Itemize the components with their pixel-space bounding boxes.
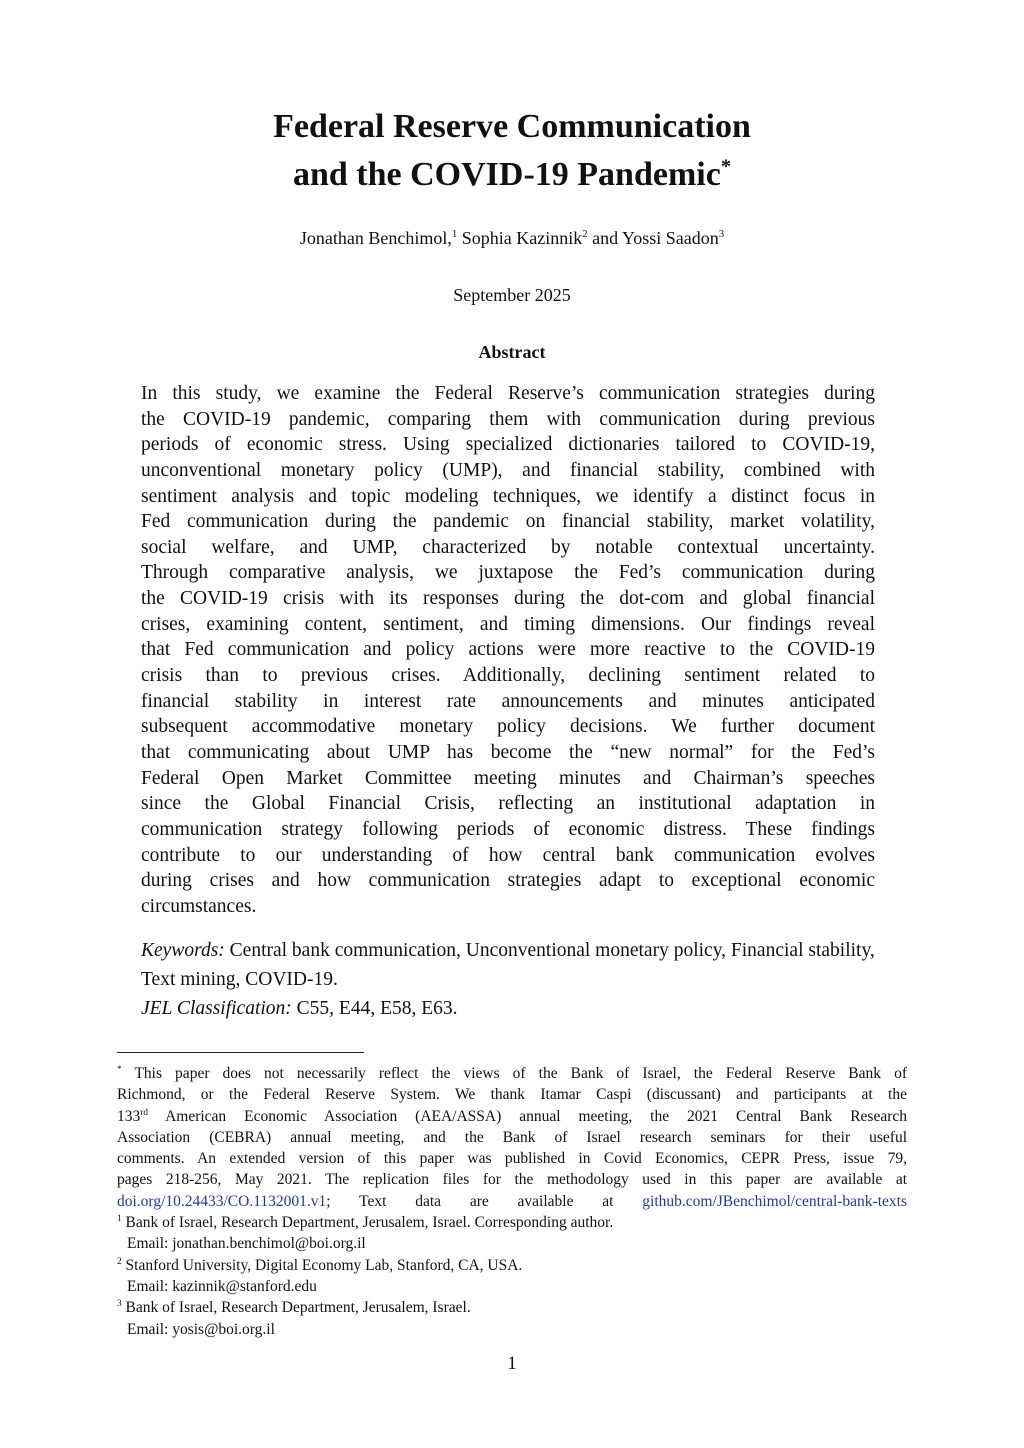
author-mark: 2: [582, 228, 588, 240]
abstract-line: Through comparative analysis, we juxtapose the Fed’s communication during: [141, 562, 875, 584]
author-name: and Yossi Saadon: [587, 228, 719, 248]
abstract-line: crises, examining content, sentiment, and timing dimensions. Our findings reveal: [141, 613, 875, 635]
abstract-line: the COVID-19 pandemic, comparing them with communication during previous: [141, 408, 875, 430]
keywords-label: Keywords:: [141, 940, 225, 961]
footnote-text: American Economic Association (AEA/ASSA) annual meeting, the 2021 Central Bank Research: [148, 1107, 907, 1125]
footnote-email: Email: yosis@boi.org.il: [127, 1320, 275, 1338]
abstract-line: financial stability in interest rate announcements and minutes anticipated: [141, 690, 875, 712]
footnote-text: Richmond, or the Federal Reserve System. We thank Itamar Caspi (discussant) and participants at the: [117, 1086, 907, 1104]
keywords-text: Central bank communication, Unconventional monetary policy, Financial stability, Text mining, COVID-19.: [141, 940, 875, 990]
keywords: [141, 936, 883, 994]
title-line-2: [0, 156, 1024, 194]
abstract-body: [141, 381, 875, 919]
author-mark: 1: [451, 228, 458, 240]
abstract-line: subsequent accommodative monetary policy decisions. We further document: [141, 716, 875, 738]
title-line-1: Federal Reserve Communication: [273, 108, 751, 145]
abstract-line: communication strategy following periods of economic distress. These findings: [141, 818, 875, 840]
abstract-line: sentiment analysis and topic modeling techniques, we identify a distinct focus in: [141, 485, 875, 507]
footnote-text: ; Text data are available at: [326, 1192, 643, 1210]
footnote-text: Association (CEBRA) annual meeting, and the Bank of Israel research seminars for their useful: [117, 1128, 907, 1146]
jel-label: JEL Classification:: [141, 998, 292, 1019]
footnote-text: pages 218-256, May 2021. The replication files for the methodology used in this paper are available at: [117, 1171, 907, 1189]
author-name: Sophia Kazinnik: [457, 228, 583, 248]
abstract-line: social welfare, and UMP, characterized by notable contextual uncertainty.: [141, 536, 875, 558]
footnote-mark: *: [117, 1064, 122, 1075]
jel-text: C55, E44, E58, E63.: [291, 998, 458, 1019]
github-link[interactable]: github.com/JBenchimol/central-bank-texts: [642, 1192, 907, 1210]
footnote-text: This paper does not necessarily reflect the views of the Bank of Israel, the Federal Reserve Bank of: [121, 1065, 907, 1082]
abstract-line: circumstances.: [141, 895, 257, 917]
author-name: Jonathan Benchimol,: [299, 228, 452, 248]
footnotes: [117, 1063, 907, 1340]
page-number: 1: [507, 1353, 517, 1374]
footnote-text: Bank of Israel, Research Department, Jerusalem, Israel.: [121, 1299, 471, 1317]
footnote-text: comments. An extended version of this paper was published in Covid Economics, CEPR Press, issue 79,: [117, 1150, 907, 1168]
abstract-line: since the Global Financial Crisis, reflecting an institutional adaptation in: [141, 793, 875, 815]
date: September 2025: [453, 285, 571, 305]
abstract-line: that communicating about UMP has become the “new normal” for the Fed’s: [141, 741, 875, 763]
footnote-mark: 3: [117, 1299, 122, 1310]
abstract-line: contribute to our understanding of how central bank communication evolves: [141, 844, 875, 866]
author-mark: 3: [718, 228, 725, 240]
footnote-email: Email: jonathan.benchimol@boi.org.il: [127, 1235, 366, 1253]
footnote-mark: 2: [117, 1256, 122, 1267]
abstract-line: Fed communication during the pandemic on financial stability, market volatility,: [141, 511, 875, 533]
abstract-line: periods of economic stress. Using specialized dictionaries tailored to COVID-19,: [141, 434, 875, 456]
abstract-line: crisis than to previous crises. Additionally, declining sentiment related to: [141, 665, 875, 687]
abstract-line: the COVID-19 crisis with its responses during the dot-com and global financial: [141, 588, 875, 610]
abstract-line: that Fed communication and policy actions were more reactive to the COVID-19: [141, 639, 875, 661]
title-text: and the COVID-19 Pandemic: [292, 156, 721, 193]
footnote-text: 133: [117, 1107, 141, 1125]
footnote-text: Stanford University, Digital Economy Lab, Stanford, CA, USA.: [121, 1256, 523, 1274]
footnote-text: Bank of Israel, Research Department, Jerusalem, Israel. Corresponding author.: [121, 1214, 614, 1232]
abstract-line: during crises and how communication strategies adapt to exceptional economic: [141, 870, 875, 892]
authors: [0, 228, 1024, 249]
footnote-mark: 1: [117, 1213, 122, 1224]
footnote-email: Email: kazinnik@stanford.edu: [127, 1277, 317, 1295]
title-footnote-mark: *: [720, 155, 732, 178]
doi-link[interactable]: doi.org/10.24433/CO.1132001.v1: [117, 1192, 327, 1210]
ordinal-suffix: rd: [140, 1107, 148, 1118]
abstract-line: Federal Open Market Committee meeting minutes and Chairman’s speeches: [141, 767, 875, 789]
footnote-rule: [117, 1052, 364, 1053]
jel-classification: [141, 994, 883, 1023]
abstract-line: In this study, we examine the Federal Reserve’s communication strategies during: [141, 383, 875, 404]
abstract-line: unconventional monetary policy (UMP), and financial stability, combined with: [141, 459, 875, 481]
abstract-heading: Abstract: [478, 342, 546, 362]
